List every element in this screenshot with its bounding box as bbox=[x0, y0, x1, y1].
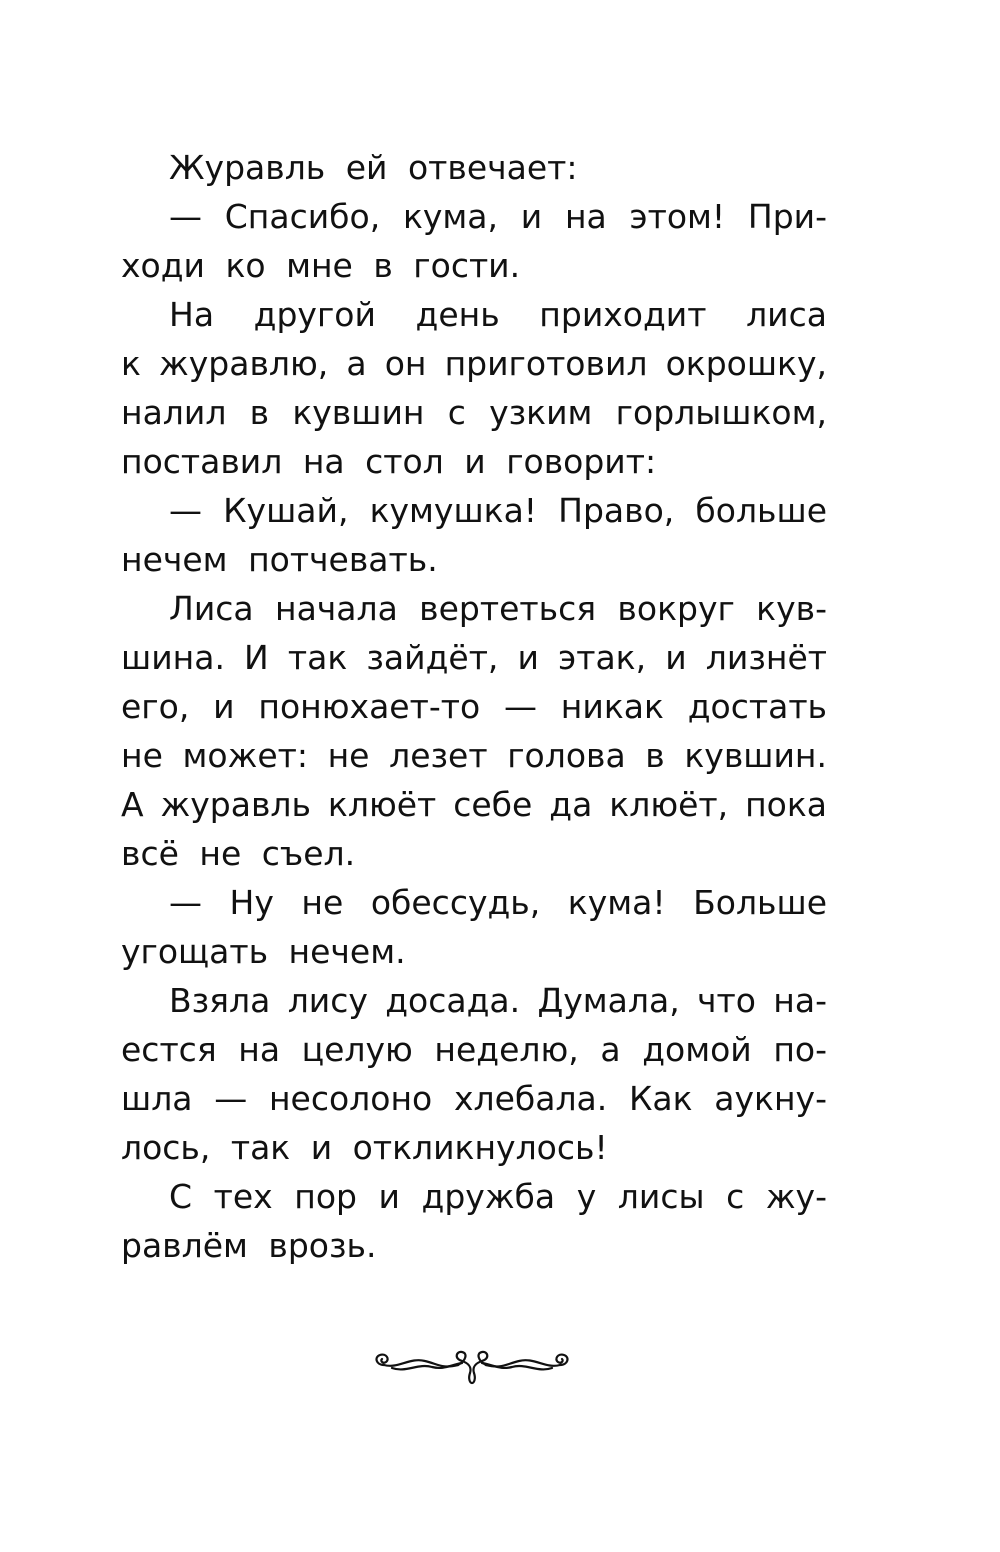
text-line: поставил на стол и говорит: bbox=[121, 442, 657, 481]
text-line: На другой день приходит лиса bbox=[169, 295, 827, 334]
flourish-divider-icon bbox=[370, 1343, 575, 1389]
text-line: — Спасибо, кума, и на этом! При- bbox=[169, 197, 827, 236]
text-line: к журавлю, а он приготовил окрошку, bbox=[121, 344, 827, 383]
text-line: — Кушай, кумушка! Право, больше bbox=[169, 491, 827, 530]
text-line: всё не съел. bbox=[121, 834, 356, 873]
text-line: нечем потчевать. bbox=[121, 540, 438, 579]
text-line: налил в кувшин с узким горлышком, bbox=[121, 393, 827, 432]
text-line: естся на целую неделю, а домой по- bbox=[121, 1030, 827, 1069]
text-line: ходи ко мне в гости. bbox=[121, 246, 521, 285]
text-line: его, и понюхает-то — никак достать bbox=[121, 687, 827, 726]
text-line: Журавль ей отвечает: bbox=[169, 148, 578, 187]
text-line: не может: не лезет голова в кувшин. bbox=[121, 736, 827, 775]
text-line: Лиса начала вертеться вокруг кув- bbox=[169, 589, 827, 628]
text-line: А журавль клюёт себе да клюёт, пока bbox=[121, 785, 827, 824]
text-line: шла — несолоно хлебала. Как аукну- bbox=[121, 1079, 827, 1118]
story-text bbox=[121, 143, 827, 1270]
text-line: — Ну не обессудь, кума! Больше bbox=[169, 883, 827, 922]
text-line: угощать нечем. bbox=[121, 932, 406, 971]
text-line: С тех пор и дружба у лисы с жу- bbox=[169, 1177, 827, 1216]
text-line: Взяла лису досада. Думала, что на- bbox=[169, 981, 827, 1020]
text-line: равлём врозь. bbox=[121, 1226, 377, 1265]
text-line: лось, так и откликнулось! bbox=[121, 1128, 608, 1167]
text-line: шина. И так зайдёт, и этак, и лизнёт bbox=[121, 638, 827, 677]
